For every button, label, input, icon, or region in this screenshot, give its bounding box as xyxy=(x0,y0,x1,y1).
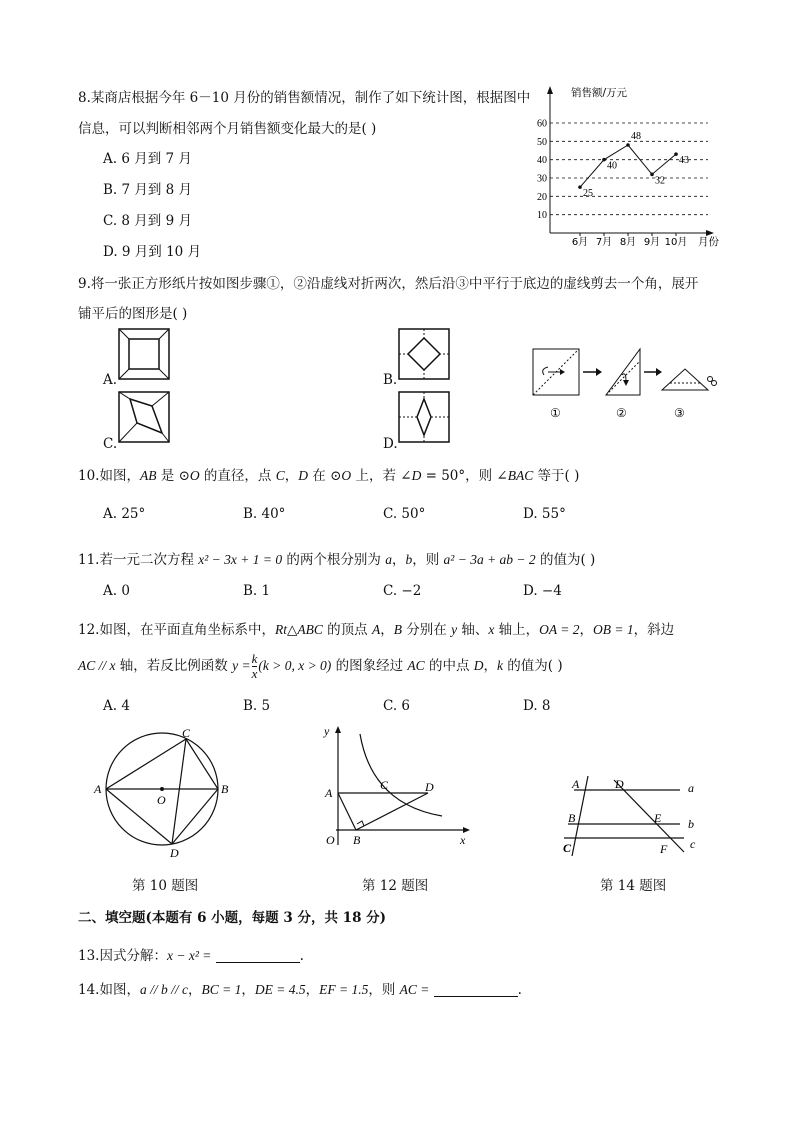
q11-text: 11.若一元二次方程 x² − 3x + 1 = 0 的两个根分别为 a，b，则 a² − 3a + ab − 2 的值为( ) xyxy=(78,552,596,568)
chart-data-label: 40 xyxy=(607,160,617,172)
chart-data-label: 43 xyxy=(679,155,689,167)
q14-answer-blank xyxy=(434,982,518,997)
q10-option-b: B. 40° xyxy=(243,506,286,522)
step-3-label: ③ xyxy=(674,406,685,420)
fold-down-arrow-icon xyxy=(623,380,629,386)
fold-arrow-icon xyxy=(560,369,565,375)
svg-text:F: F xyxy=(660,842,668,856)
q8-option-c: C. 8 月到 9 月 xyxy=(103,213,192,229)
q9-option-b-label: B. xyxy=(383,372,398,388)
q9-option-c-label: C. xyxy=(103,436,118,452)
svg-text:O: O xyxy=(157,793,166,807)
q10-option-d: D. 55° xyxy=(523,506,566,522)
q9-option-c-figure xyxy=(118,391,170,443)
chart-ytick-label: 40 xyxy=(537,155,547,167)
svg-text:a: a xyxy=(688,781,694,795)
q9-option-a-label: A. xyxy=(103,372,118,388)
q10-text: 10.如图，AB 是 ⊙O 的直径，点 C，D 在 ⊙O 上，若 ∠D = 50°，则 ∠BAC 等于( ) xyxy=(78,468,580,484)
q11-option-c: C. −2 xyxy=(383,583,422,599)
q12-line1: 12.如图，在平面直角坐标系中，Rt△ABC 的顶点 A，B 分别在 y 轴、x 轴上，OA = 2，OB = 1，斜边 xyxy=(78,622,675,638)
chart-point xyxy=(626,143,630,147)
svg-text:D: D xyxy=(615,777,624,791)
chart-xtick-label: 9月 xyxy=(643,237,661,248)
chart-data-label: 25 xyxy=(583,188,593,200)
q13-text: 13.因式分解：x − x² = . xyxy=(78,948,304,964)
q12-line2: AC // x 轴，若反比例函数 y = $\frac{k}{x}$ (k > 0, x > 0) 的图象经过 AC 的中点 D，k 的值为( ) xyxy=(78,651,563,681)
fig14-caption: 第 14 题图 xyxy=(600,878,667,894)
q11-option-b: B. 1 xyxy=(243,583,271,599)
q9-option-b-figure xyxy=(398,328,450,380)
q13-answer-blank xyxy=(216,948,300,963)
chart-xtick-label: 8月 xyxy=(619,237,637,248)
svg-text:A: A xyxy=(572,777,580,791)
chart-point xyxy=(602,158,606,162)
svg-text:A: A xyxy=(94,782,102,796)
svg-text:C: C xyxy=(563,841,572,855)
q9-option-d-label: D. xyxy=(383,436,398,452)
q10-option-c: C. 50° xyxy=(383,506,426,522)
step-2-label: ② xyxy=(616,406,627,420)
section-2-title: 二、填空题(本题有 6 小题，每题 3 分，共 18 分) xyxy=(78,910,387,926)
q12-option-b: B. 5 xyxy=(243,698,271,714)
q11-option-d: D. −4 xyxy=(523,583,562,599)
svg-text:y: y xyxy=(324,724,330,738)
step-1-label: ① xyxy=(550,406,561,420)
chart-point xyxy=(578,185,582,189)
chart-ytick-label: 30 xyxy=(537,173,547,185)
q9-folding-steps xyxy=(530,345,720,425)
svg-text:A: A xyxy=(325,786,333,800)
svg-text:C: C xyxy=(182,726,191,740)
chart-xtick-label: 7月 xyxy=(595,237,613,248)
chart-ytick-label: 20 xyxy=(537,191,547,203)
svg-text:D: D xyxy=(425,780,434,794)
q8-line1: 8.某商店根据今年 6－10 月份的销售额情况，制作了如下统计图，根据图中 xyxy=(78,90,531,106)
q9-option-a-figure xyxy=(118,328,170,380)
scissors-icon xyxy=(708,377,713,382)
svg-text:D: D xyxy=(170,846,179,860)
svg-text:B: B xyxy=(353,833,361,847)
q10-option-a: A. 25° xyxy=(103,506,146,522)
svg-text:B: B xyxy=(221,782,229,796)
chart-ytick-label: 60 xyxy=(537,118,547,130)
chart-grid xyxy=(550,123,708,215)
q12-fraction: $\frac{k}{x}$ xyxy=(251,651,258,681)
svg-text:B: B xyxy=(568,811,576,825)
step-arrow-icon xyxy=(596,368,602,376)
svg-text:c: c xyxy=(690,837,696,851)
chart-data-label: 32 xyxy=(655,175,665,187)
svg-text:x: x xyxy=(460,833,466,847)
fig10-caption: 第 10 题图 xyxy=(132,878,199,894)
y-axis-arrow-icon xyxy=(335,726,341,733)
chart-xlabel: 月份 xyxy=(698,236,719,248)
q8-option-b: B. 7 月到 8 月 xyxy=(103,182,193,198)
q12-option-c: C. 6 xyxy=(383,698,411,714)
q12-option-d: D. 8 xyxy=(523,698,551,714)
chart-xtick-label: 6月 xyxy=(571,237,589,248)
svg-text:O: O xyxy=(326,833,335,847)
fig12-caption: 第 12 题图 xyxy=(362,878,429,894)
q14-text: 14.如图，a // b // c，BC = 1，DE = 4.5，EF = 1.5，则 AC = . xyxy=(78,982,522,998)
svg-text:b: b xyxy=(688,817,694,831)
svg-text:E: E xyxy=(654,811,662,825)
q8-option-a: A. 6 月到 7 月 xyxy=(103,151,192,167)
chart-ytick-label: 10 xyxy=(537,210,547,222)
chart-xtick-label: 10月 xyxy=(664,237,688,248)
q11-option-a: A. 0 xyxy=(103,583,130,599)
chart-point xyxy=(674,152,678,156)
chart-ylabel: 销售额/万元 xyxy=(571,87,628,99)
q8-line2: 信息，可以判断相邻两个月销售额变化最大的是( ) xyxy=(78,121,377,137)
y-axis-arrow-icon xyxy=(547,86,553,94)
fig14-parallel-figure xyxy=(560,772,710,862)
fig10-circle-figure xyxy=(90,725,240,865)
q8-option-d: D. 9 月到 10 月 xyxy=(103,244,202,260)
chart-ytick-label: 50 xyxy=(537,136,547,148)
q12-option-a: A. 4 xyxy=(103,698,130,714)
chart-point xyxy=(650,173,654,177)
fig12-coordinate-figure xyxy=(318,720,478,850)
q9-option-d-figure xyxy=(398,391,450,443)
svg-text:C: C xyxy=(380,778,389,792)
step-arrow-icon-2 xyxy=(656,368,662,376)
q9-line1: 9.将一张正方形纸片按如图步骤①，②沿虚线对折两次，然后沿③中平行于底边的虚线剪去一个角，展开 xyxy=(78,276,699,292)
q9-line2: 铺平后的图形是( ) xyxy=(78,306,188,322)
chart-data-label: 48 xyxy=(631,131,641,142)
q8-sales-chart xyxy=(537,80,730,255)
